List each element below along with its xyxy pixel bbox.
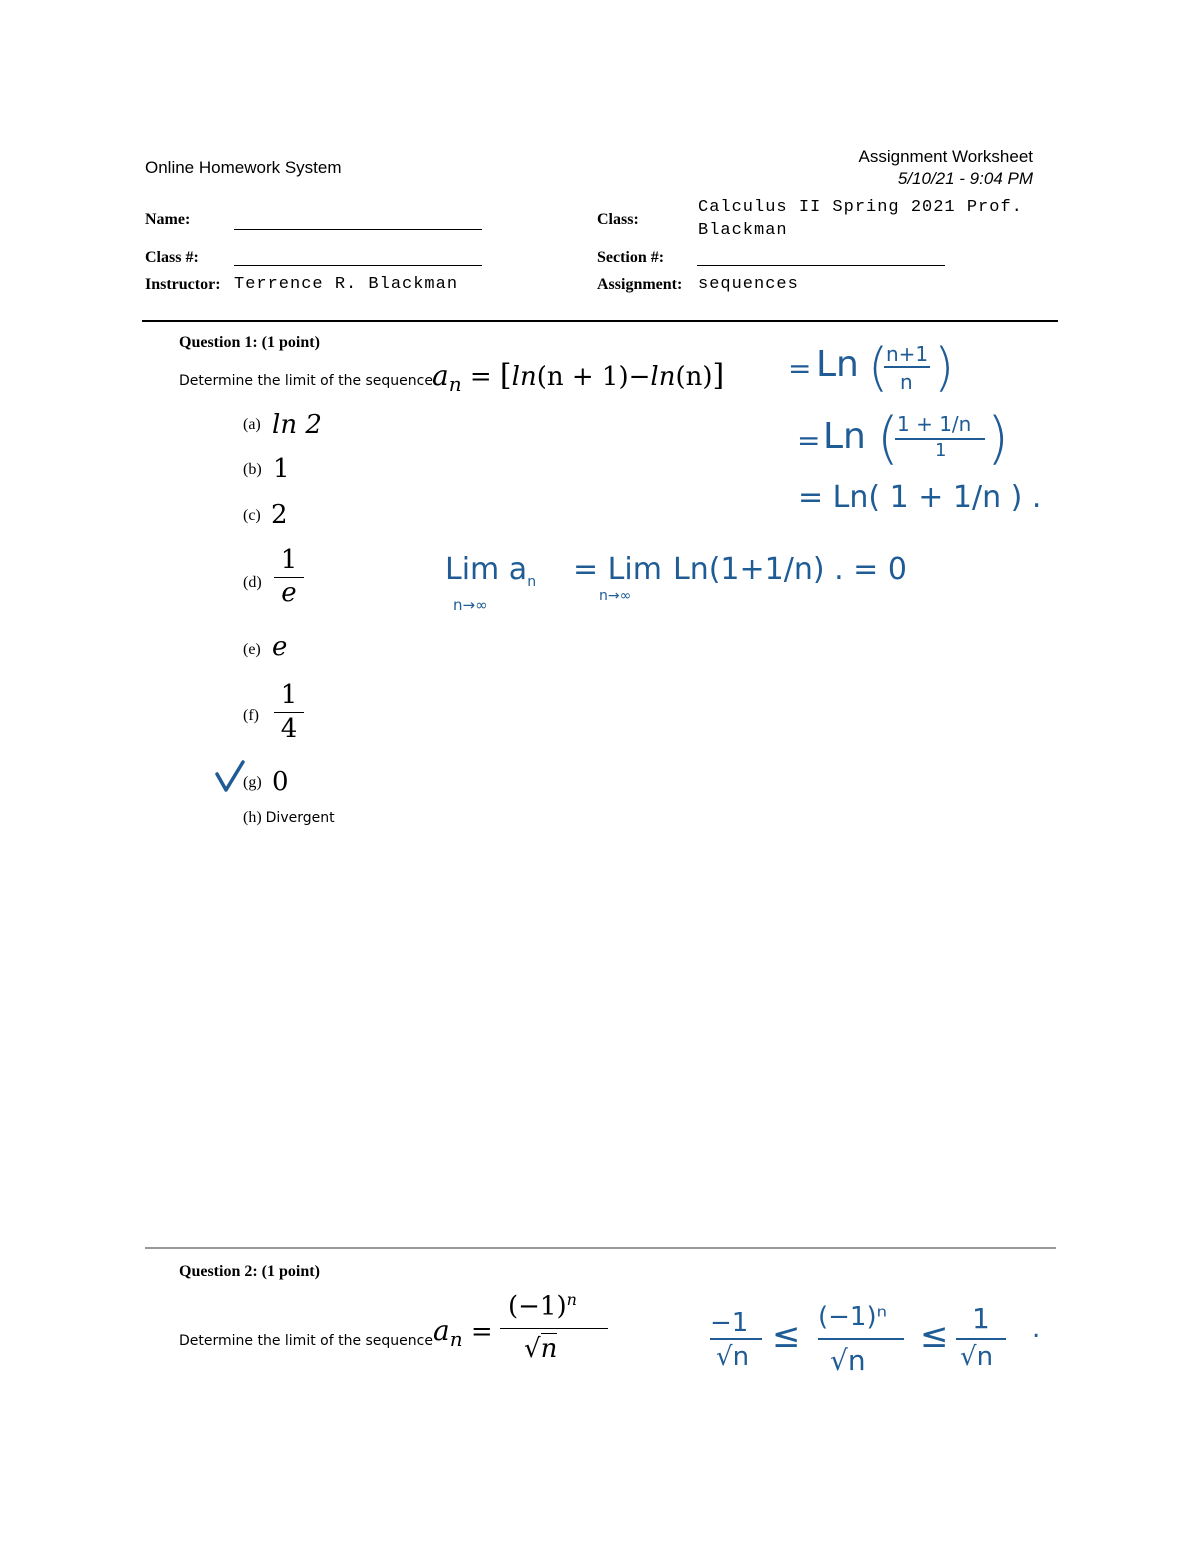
option-f-numerator: 1 — [280, 680, 298, 710]
document-title: Assignment Worksheet — [858, 147, 1033, 166]
class-value-line1: Calculus II Spring 2021 Prof. — [698, 198, 1023, 217]
option-g-label[interactable]: (g) — [243, 774, 262, 791]
class-number-label: Class #: — [145, 249, 199, 266]
instructor-label: Instructor: — [145, 276, 221, 293]
question-divider — [145, 1247, 1056, 1249]
question-2-fraction — [500, 1290, 610, 1380]
option-d-denominator: e — [281, 578, 297, 608]
q2-fraction-bar — [500, 1328, 608, 1329]
limit-lhs-subscript: n→∞ — [453, 596, 488, 614]
option-f-label[interactable]: (f) — [243, 707, 259, 724]
assignment-label: Assignment: — [597, 276, 683, 293]
option-f-denominator: 4 — [280, 714, 298, 744]
limit-rhs: Ln(1+1/n) . = 0 — [673, 552, 907, 587]
option-h[interactable] — [243, 809, 335, 827]
handwriting-q2-inequality: −1 √n ≤ (−1)ⁿ √n ≤ 1 √n . — [710, 1302, 1041, 1377]
question-1-formula: $a_n = [\ln(n + 1)-\ln(n)]$ — [432, 358, 725, 397]
question-2-lhs: $a_n$ = — [433, 1314, 493, 1352]
option-d-fraction — [274, 545, 304, 606]
system-name: Online Homework System — [145, 158, 342, 177]
option-e-value: e — [272, 632, 288, 662]
option-a-value: ln 2 — [272, 410, 322, 440]
limit-mid-subscript: n→∞ — [599, 588, 632, 604]
section-field[interactable] — [697, 265, 945, 266]
option-h-value: Divergent — [265, 810, 335, 826]
handwriting-q1-limit — [445, 548, 905, 624]
handwriting-q1-line1: = Ln ( n+1 n ) — [788, 338, 955, 398]
option-d-label[interactable]: (d) — [243, 574, 262, 591]
name-field[interactable] — [234, 229, 482, 230]
question-1-prompt: Determine the limit of the sequence — [179, 373, 433, 389]
header-divider — [142, 320, 1058, 322]
question-2-prompt: Determine the limit of the sequence — [179, 1333, 433, 1349]
section-label: Section #: — [597, 249, 665, 266]
limit-lhs: Lim $a_n$ — [445, 552, 537, 590]
class-value-line2: Blackman — [698, 221, 788, 240]
option-b-value: 1 — [273, 454, 290, 484]
assignment-value: sequences — [698, 275, 799, 294]
option-g-value: 0 — [272, 767, 289, 797]
handwriting-q1-line2: = Ln ( 1 + 1/n 1 ) — [797, 406, 1009, 471]
option-f-fraction — [274, 680, 304, 743]
handwriting-q1-line3: = Ln( 1 + 1/n ) . — [798, 480, 1042, 515]
option-c-label[interactable]: (c) — [243, 507, 261, 524]
option-e-label[interactable]: (e) — [243, 641, 261, 658]
date-time: 5/10/21 - 9:04 PM — [897, 169, 1033, 188]
class-number-field[interactable] — [234, 265, 482, 266]
q2-numerator: $(-1)^n$ — [508, 1290, 577, 1322]
question-1-title: Question 1: (1 point) — [179, 334, 320, 351]
handwritten-checkmark-icon — [214, 760, 246, 794]
option-b-label[interactable]: (b) — [243, 461, 262, 478]
option-a-label[interactable]: (a) — [243, 416, 261, 433]
name-label: Name: — [145, 211, 191, 228]
instructor-value: Terrence R. Blackman — [234, 275, 459, 294]
option-d-numerator: 1 — [280, 545, 298, 575]
option-c-value: 2 — [271, 500, 288, 530]
option-h-label: (h) — [243, 809, 262, 826]
limit-mid: = Lim — [573, 552, 662, 587]
q2-denominator: √n — [524, 1334, 558, 1364]
class-label: Class: — [597, 211, 639, 228]
question-2-title: Question 2: (1 point) — [179, 1263, 320, 1280]
